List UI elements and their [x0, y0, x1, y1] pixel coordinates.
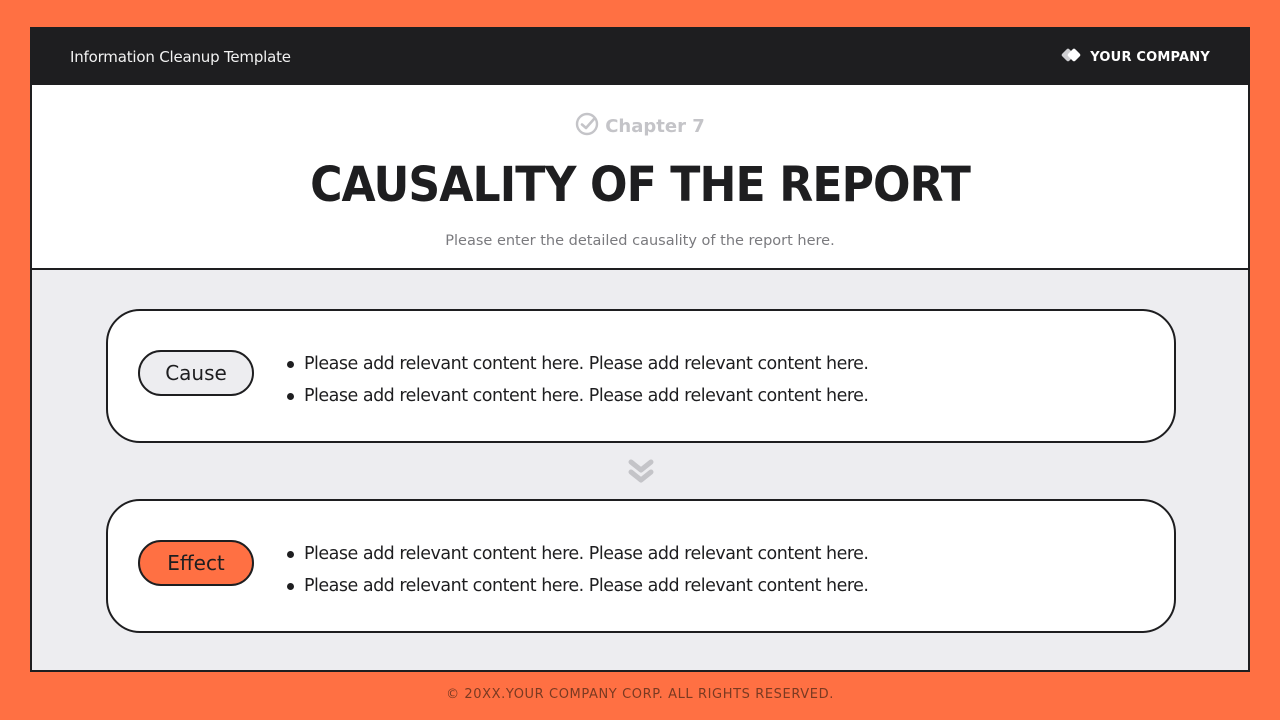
- list-item: Please add relevant content here. Please add relevant content here.: [286, 538, 869, 570]
- template-title: Information Cleanup Template: [70, 48, 291, 66]
- effect-card: [106, 499, 1176, 633]
- company-name: YOUR COMPANY: [1090, 49, 1210, 65]
- slide: [30, 27, 1250, 672]
- cause-bullet-list: [286, 348, 869, 412]
- page-title: CAUSALITY OF THE REPORT: [310, 157, 970, 213]
- check-circle-icon: [575, 112, 599, 141]
- effect-label: Effect: [138, 540, 254, 586]
- top-bar: [32, 29, 1248, 85]
- header-section: [32, 85, 1248, 270]
- copyright-footer: © 20XX.YOUR COMPANY CORP. ALL RIGHTS RESERVED.: [446, 687, 834, 702]
- page-subtitle: Please enter the detailed causality of the report here.: [445, 233, 835, 249]
- list-item: Please add relevant content here. Please add relevant content here.: [286, 570, 869, 602]
- diamond-logo-icon: [1060, 47, 1084, 68]
- cause-label: Cause: [138, 350, 254, 396]
- chapter-label: Chapter 7: [605, 116, 705, 137]
- effect-bullet-list: [286, 538, 869, 602]
- cause-card: [106, 309, 1176, 443]
- chapter-indicator: [32, 112, 1248, 141]
- list-item: Please add relevant content here. Please add relevant content here.: [286, 380, 869, 412]
- list-item: Please add relevant content here. Please add relevant content here.: [286, 348, 869, 380]
- company-logo: [1060, 47, 1210, 68]
- double-chevron-down-icon: [626, 457, 656, 487]
